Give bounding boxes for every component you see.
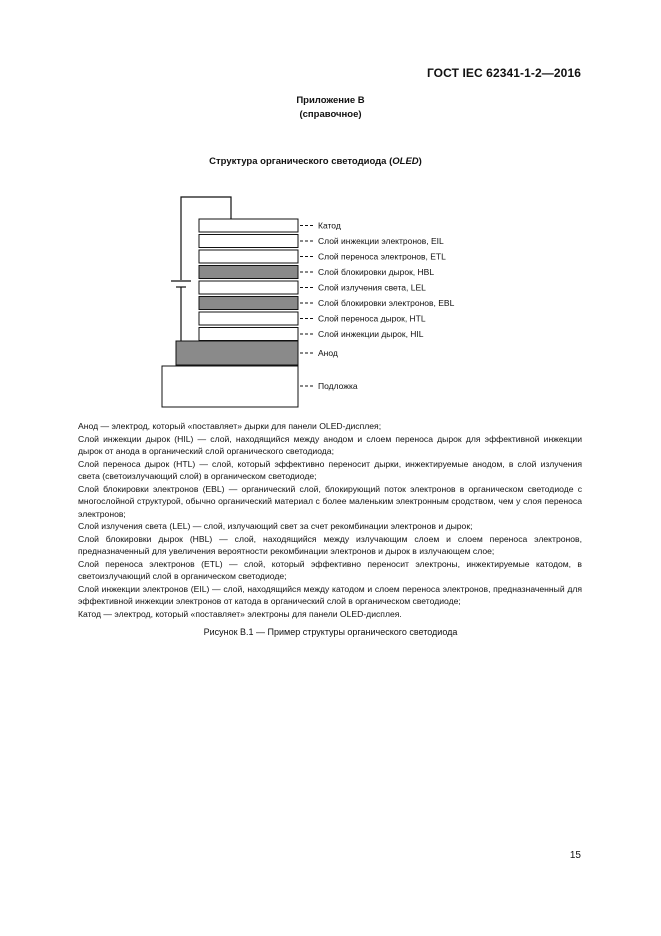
layer-labels (300, 221, 455, 392)
layer-label-2: Слой переноса электронов, ETL (318, 251, 446, 262)
figure-title-term: OLED (392, 156, 419, 167)
definition-item: Слой переноса дырок (HTL) — слой, который эффективно переносит дырки, инжектируемые анодом, в слой излучения света (светоизлучающий слой) в органическом светодиоде; (78, 458, 582, 481)
layer-label-8: Анод (318, 348, 338, 358)
layer-rect-6 (199, 312, 298, 325)
layer-label-9: Подложка (318, 381, 358, 391)
appendix-subtitle: (справочное) (299, 109, 362, 120)
layer-rect-8 (176, 341, 298, 365)
layer-label-0: Катод (318, 220, 341, 231)
definitions-list (78, 420, 582, 620)
layer-rect-7 (199, 328, 298, 341)
layer-stack (162, 219, 298, 407)
definition-item: Анод — электрод, который «поставляет» дырки для панели OLED-дисплея; (78, 421, 382, 431)
figure-title-prefix: Структура органического светодиода ( (209, 156, 393, 167)
layer-label-3: Слой блокировки дырок, HBL (318, 267, 435, 277)
figure-caption: Рисунок В.1 — Пример структуры органического светодиода (203, 627, 458, 637)
layer-label-6: Слой переноса дырок, HTL (318, 313, 426, 324)
layer-label-7: Слой инжекции дырок, HIL (318, 329, 424, 339)
standard-designation: ГОСТ IEC 62341-1-2—2016 (426, 66, 581, 80)
figure-title-suffix: ) (418, 156, 422, 167)
layer-rect-4 (199, 281, 298, 294)
oled-structure-diagram (0, 0, 661, 420)
definition-item: Слой блокировки дырок (HBL) — слой, находящийся между излучающим слоем и слоем переноса электронов, предназначенный для увеличения вероятности рекомбинации электронов и дырок в излучающем слое; (78, 533, 582, 556)
layer-label-1: Слой инжекции электронов, EIL (318, 236, 444, 246)
definition-item: Слой инжекции электронов (EIL) — слой, находящийся между катодом и слоем переноса электронов, предназначенный для эффективной инжекции электронов от катода в органический слой в органическом светодиоде; (78, 583, 582, 606)
layer-label-5: Слой блокировки электронов, EBL (318, 298, 455, 308)
layer-rect-0 (199, 219, 298, 232)
definition-item: Катод — электрод, который «поставляет» электроны для панели OLED-дисплея. (78, 608, 402, 619)
definition-item: Слой переноса электронов (ETL) — слой, который эффективно переносит электроны, инжектируемые катодом, в светоизлучающий слой в органическом светодиоде; (78, 558, 582, 581)
layer-rect-1 (199, 235, 298, 248)
page-number: 15 (569, 850, 581, 861)
layer-label-4: Слой излучения света, LEL (318, 282, 426, 293)
layer-rect-9 (162, 366, 298, 407)
appendix-title: Приложение В (296, 95, 365, 106)
layer-rect-2 (199, 250, 298, 263)
definition-item: Слой блокировки электронов (EBL) — органический слой, блокирующий поток электронов в органическом светодиоде с многослойной структурой, обычно органический материал с более маленьким электронным сродством, чем у слоя переноса электронов; (78, 483, 582, 519)
definition-item: Слой инжекции дырок (HIL) — слой, находящийся между анодом и слоем переноса дырок для эффективной инжекции дырок от анода в органический слой органического светодиода; (78, 433, 582, 456)
layer-rect-3 (199, 266, 298, 279)
definition-item: Слой излучения света (LEL) — слой, излучающий свет за счет рекомбинации электронов и дырок; (78, 521, 473, 531)
layer-rect-5 (199, 297, 298, 310)
